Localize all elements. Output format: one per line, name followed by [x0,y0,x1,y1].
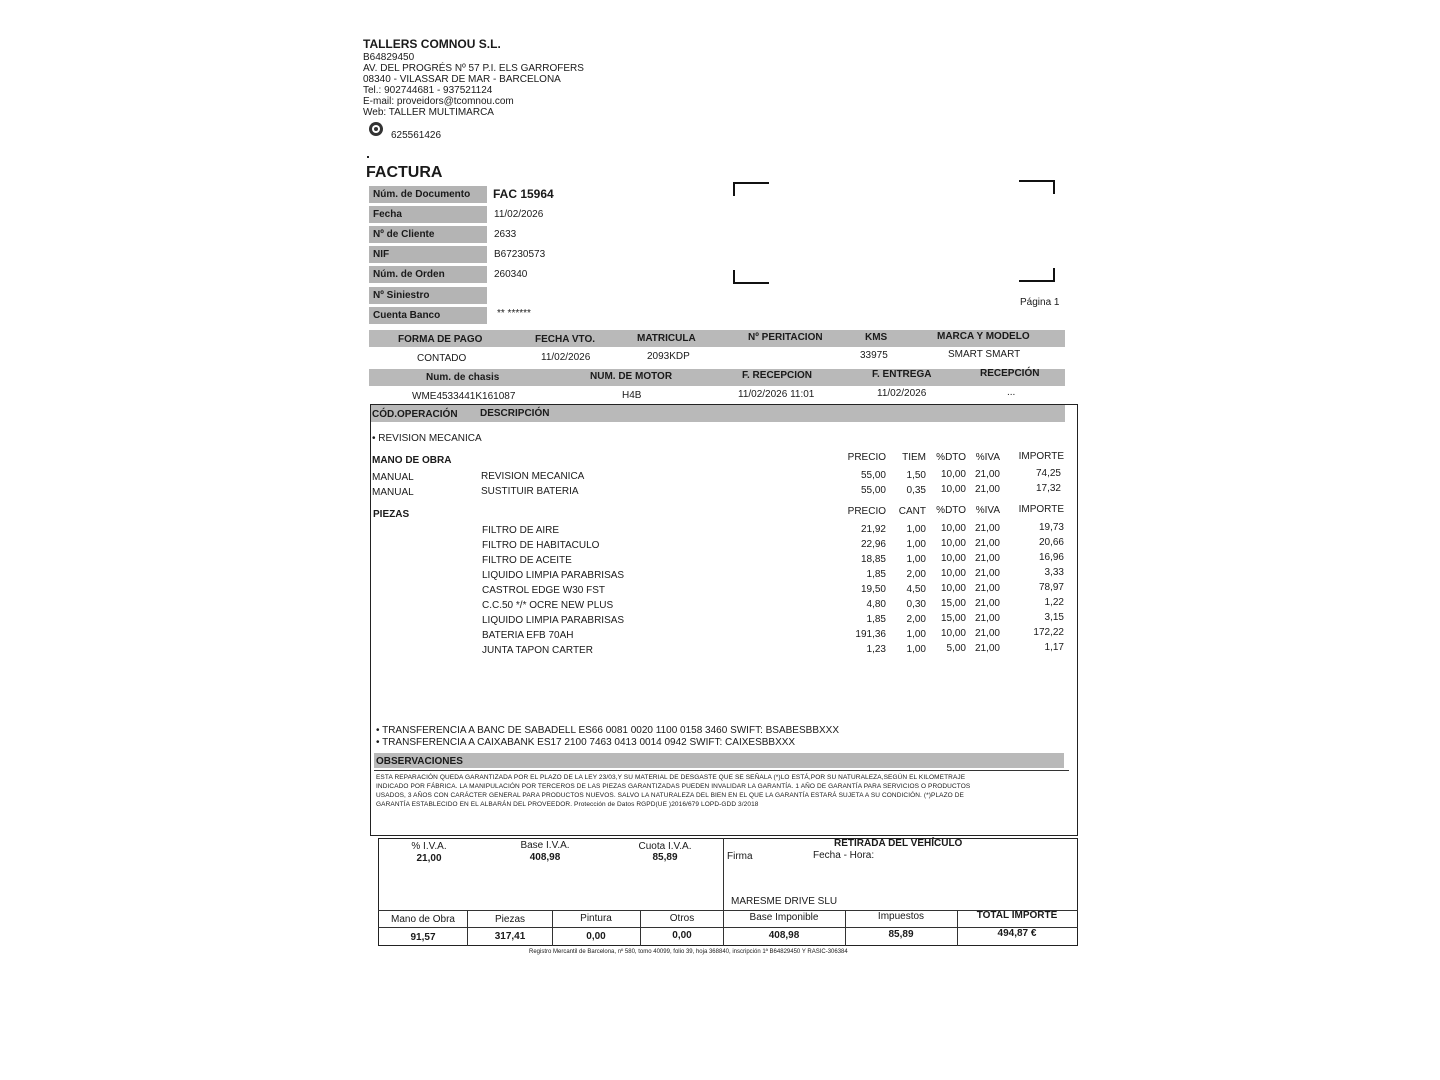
part-iva: 21,00 [974,613,1000,624]
part-desc: C.C.50 */* OCRE NEW PLUS [482,600,614,611]
field-value-document: FAC 15964 [493,187,554,201]
company-address-1: AV. DEL PROGRÉS Nº 57 P.I. ELS GARROFERS [363,63,584,74]
field-label-siniestro: Nº Siniestro [369,287,487,304]
vh1-marca-modelo: MARCA Y MODELO [937,331,1030,342]
total-head-base: Base Imponible [749,912,819,923]
parts-head-cant: CANT [898,506,926,517]
part-qty: 1,00 [906,629,926,640]
part-precio: 1,23 [866,644,886,655]
vv2-recepcion: 11/02/2026 11:01 [738,389,815,400]
part-desc: BATERIA EFB 70AH [482,630,574,641]
field-value-bank: ** ****** [497,308,531,319]
vat-cuota: 85,89 [652,852,678,863]
labour-head-dto: %DTO [936,452,966,463]
part-qty: 1,00 [906,554,926,565]
vh1-fecha-vto: FECHA VTO. [535,334,596,345]
labour-importe: 74,25 [1035,468,1061,479]
observaciones-line-2: INDICADO POR FÁBRICA. LA MANIPULACIÓN POR TERCEROS DE LAS PIEZAS GARANTIZADAS PUEDEN INVALIDAR LA GARANTÍA. 1 AÑO DE GARANTÍA PARA SERVICIOS O PRODUCTOS [376,783,971,790]
part-dto: 10,00 [940,628,966,639]
part-dto: 5,00 [946,643,966,654]
labour-iva: 21,00 [974,484,1000,495]
observaciones-line-1: ESTA REPARACIÓN QUEDA GARANTIZADA POR EL PLAZO DE LA LEY 23/03,Y SU MATERIAL DE DESGASTE QUE SE SEÑALA (*)LO ESTÁ,POR SU NATURALEZA,SEGÚN EL KILOMETRAJE [376,774,966,781]
part-iva: 21,00 [974,523,1000,534]
vv1-fecha-vto: 11/02/2026 [541,352,591,363]
part-importe: 3,33 [1044,567,1064,578]
part-importe: 78,97 [1038,582,1064,593]
total-head-impuestos: Impuestos [877,911,925,922]
total-piezas: 317,41 [494,931,526,942]
vv2-chasis: WME4533441K161087 [412,391,516,402]
part-iva: 21,00 [974,583,1000,594]
total-head-mano-obra: Mano de Obra [391,914,455,925]
part-precio: 4,80 [866,599,886,610]
vv1-kms: 33975 [860,350,888,361]
labour-precio: 55,00 [860,485,886,496]
part-importe: 20,66 [1038,537,1064,548]
transfer-line-2: • TRANSFERENCIA A CAIXABANK ES17 2100 7463 0413 0014 0942 SWIFT: CAIXESBBXXX [376,737,796,748]
part-qty: 2,00 [906,614,926,625]
part-dto: 10,00 [940,538,966,549]
part-qty: 2,00 [906,569,926,580]
part-desc: CASTROL EDGE W30 FST [482,585,605,596]
vh1-peritacion: Nº PERITACION [748,332,823,343]
labour-desc: REVISION MECANICA [481,471,585,482]
observaciones-title: OBSERVACIONES [376,756,463,767]
registry-footer: Registro Mercantil de Barcelona, nº 580, tomo 40099, folio 39, hoja 368840, inscripción 1ª B64829450 Y RASIC-306384 [529,949,848,955]
section-title: • REVISION MECANICA [372,433,482,444]
field-label-bank: Cuenta Banco [369,307,487,324]
part-precio: 1,85 [866,569,886,580]
total-pintura: 0,00 [586,931,606,942]
part-iva: 21,00 [974,538,1000,549]
labour-iva: 21,00 [974,469,1000,480]
summary-divider [723,838,724,910]
parts-head-dto: %DTO [936,505,966,516]
transfer-line-1: • TRANSFERENCIA A BANC DE SABADELL ES66 0081 0020 1100 0158 3460 SWIFT: BSABESBBXXX [376,725,839,736]
part-desc: FILTRO DE AIRE [482,525,560,536]
part-desc: JUNTA TAPON CARTER [482,645,593,656]
company-name: TALLERS COMNOU S.L. [363,37,501,51]
part-iva: 21,00 [974,628,1000,639]
part-desc: LIQUIDO LIMPIA PARABRISAS [482,570,625,581]
retirada-fecha-hora: Fecha - Hora: [813,850,875,861]
total-base: 408,98 [768,930,800,941]
part-desc: FILTRO DE HABITACULO [482,540,600,551]
labour-dto: 10,00 [940,484,966,495]
field-value-nif: B67230573 [494,249,546,260]
total-mano-obra: 91,57 [410,932,436,943]
part-precio: 18,85 [860,554,886,565]
labour-head-importe: IMPORTE [1018,451,1064,462]
field-label-nif: NIF [369,246,487,263]
company-tel: Tel.: 902744681 - 937521124 [363,85,493,96]
retirada-firma: Firma [727,851,753,862]
labour-precio: 55,00 [860,470,886,481]
address-corner-br [1019,268,1055,282]
parts-head-iva: %IVA [975,505,1000,516]
company-whatsapp: 625561426 [391,130,442,141]
vv2-recepcion-user: ... [1007,387,1016,398]
vat-head-pct: % I.V.A. [411,841,447,852]
field-label-order: Núm. de Orden [369,266,487,283]
field-value-date: 11/02/2026 [494,209,544,220]
part-precio: 21,92 [860,524,886,535]
labour-head-tiem: TIEM [902,452,926,463]
operations-header-bar [371,405,1065,422]
vh2-recepcion-user: RECEPCIÓN [980,368,1040,379]
vh1-kms: KMS [865,332,888,343]
part-dto: 15,00 [940,613,966,624]
part-dto: 10,00 [940,523,966,534]
part-importe: 1,17 [1044,642,1064,653]
part-desc: LIQUIDO LIMPIA PARABRISAS [482,615,625,626]
part-precio: 19,50 [860,584,886,595]
part-qty: 4,50 [906,584,926,595]
part-dto: 10,00 [940,583,966,594]
part-qty: 1,00 [906,644,926,655]
field-label-date: Fecha [369,206,487,223]
part-importe: 16,96 [1038,552,1064,563]
total-head-piezas: Piezas [494,914,525,925]
observaciones-line-3: USADOS, 3 AÑOS CON CARÁCTER GENERAL PARA PRODUCTOS NUEVOS. SALVO LA NATURALEZA DEL BIEN EN EL QUE LA GARANTÍA ESTARÁ SUJETA A SU CONDICIÓN. (*)PLAZO DE [376,792,964,799]
vat-head-base: Base I.V.A. [520,840,570,851]
labour-qty: 1,50 [906,470,926,481]
parts-title: PIEZAS [373,509,410,520]
dot-mark [367,156,369,158]
page-number: Página 1 [1020,297,1060,308]
part-dto: 15,00 [940,598,966,609]
labour-code: MANUAL [372,472,414,483]
total-impuestos: 85,89 [888,929,914,940]
field-label-document: Núm. de Documento [369,186,487,203]
vv1-marca-modelo: SMART SMART [948,349,1021,360]
labour-dto: 10,00 [940,469,966,480]
company-cif: B64829450 [363,52,415,63]
vv2-motor: H4B [622,390,642,401]
labour-qty: 0,35 [906,485,926,496]
part-importe: 3,15 [1044,612,1064,623]
part-iva: 21,00 [974,568,1000,579]
part-importe: 172,22 [1033,627,1064,638]
parts-head-precio: PRECIO [847,506,886,517]
vh1-matricula: MATRICULA [637,333,696,344]
vat-head-cuota: Cuota I.V.A. [638,841,692,852]
labour-desc: SUSTITUIR BATERIA [481,486,579,497]
vh2-chasis: Num. de chasis [426,372,500,383]
address-corner-tr [1019,180,1055,194]
part-qty: 0,30 [906,599,926,610]
part-iva: 21,00 [974,643,1000,654]
total-head-otros: Otros [669,913,695,924]
part-iva: 21,00 [974,598,1000,609]
total-head-total: TOTAL IMPORTE [976,910,1058,921]
labour-importe: 17,32 [1035,483,1061,494]
part-dto: 10,00 [940,568,966,579]
field-label-client: Nº de Cliente [369,226,487,243]
company-email: E-mail: proveidors@tcomnou.com [363,96,514,107]
part-qty: 1,00 [906,524,926,535]
company-address-2: 08340 - VILASSAR DE MAR - BARCELONA [363,74,561,85]
vv2-entrega: 11/02/2026 [877,388,927,399]
labour-head-iva: %IVA [975,452,1000,463]
col-desc-header: DESCRIPCIÓN [480,408,550,419]
col-code-header: CÓD.OPERACIÓN [372,409,458,420]
part-precio: 1,85 [866,614,886,625]
labour-head-precio: PRECIO [847,452,886,463]
company-web: Web: TALLER MULTIMARCA [363,107,494,118]
part-precio: 22,96 [860,539,886,550]
observaciones-rule [374,770,1069,771]
total-head-pintura: Pintura [580,913,612,924]
total-importe: 494,87 € [997,928,1037,939]
address-corner-bl [733,270,769,284]
total-otros: 0,00 [672,930,692,941]
vat-pct: 21,00 [416,853,442,864]
field-value-order: 260340 [494,269,528,280]
whatsapp-icon [369,122,383,136]
part-iva: 21,00 [974,553,1000,564]
part-importe: 1,22 [1044,597,1064,608]
parts-head-importe: IMPORTE [1018,504,1064,515]
labour-code: MANUAL [372,487,414,498]
observaciones-bar [374,753,1064,768]
vat-base: 408,98 [529,852,561,863]
labour-title: MANO DE OBRA [372,455,452,466]
vh2-recepcion: F. RECEPCION [742,370,813,381]
vh1-forma-pago: FORMA DE PAGO [398,334,483,345]
vh2-entrega: F. ENTREGA [872,369,932,380]
part-precio: 191,36 [855,629,886,640]
part-importe: 19,73 [1038,522,1064,533]
document-title: FACTURA [366,164,443,181]
part-qty: 1,00 [906,539,926,550]
vv1-matricula: 2093KDP [647,351,690,362]
vh2-motor: NUM. DE MOTOR [590,371,673,382]
part-desc: FILTRO DE ACEITE [482,555,572,566]
address-corner-tl [733,182,769,196]
retirada-customer: MARESME DRIVE SLU [731,896,838,907]
vv1-forma-pago: CONTADO [417,353,467,364]
field-value-client: 2633 [494,229,517,240]
part-dto: 10,00 [940,553,966,564]
retirada-title: RETIRADA DEL VEHÍCULO [834,838,963,849]
observaciones-line-4: GARANTÍA ESTABLECIDO EN EL ALBARÁN DEL PROVEEDOR. Protección de Datos RGPD(UE )2016/679 LOPD-GDD 3/2018 [376,801,759,808]
